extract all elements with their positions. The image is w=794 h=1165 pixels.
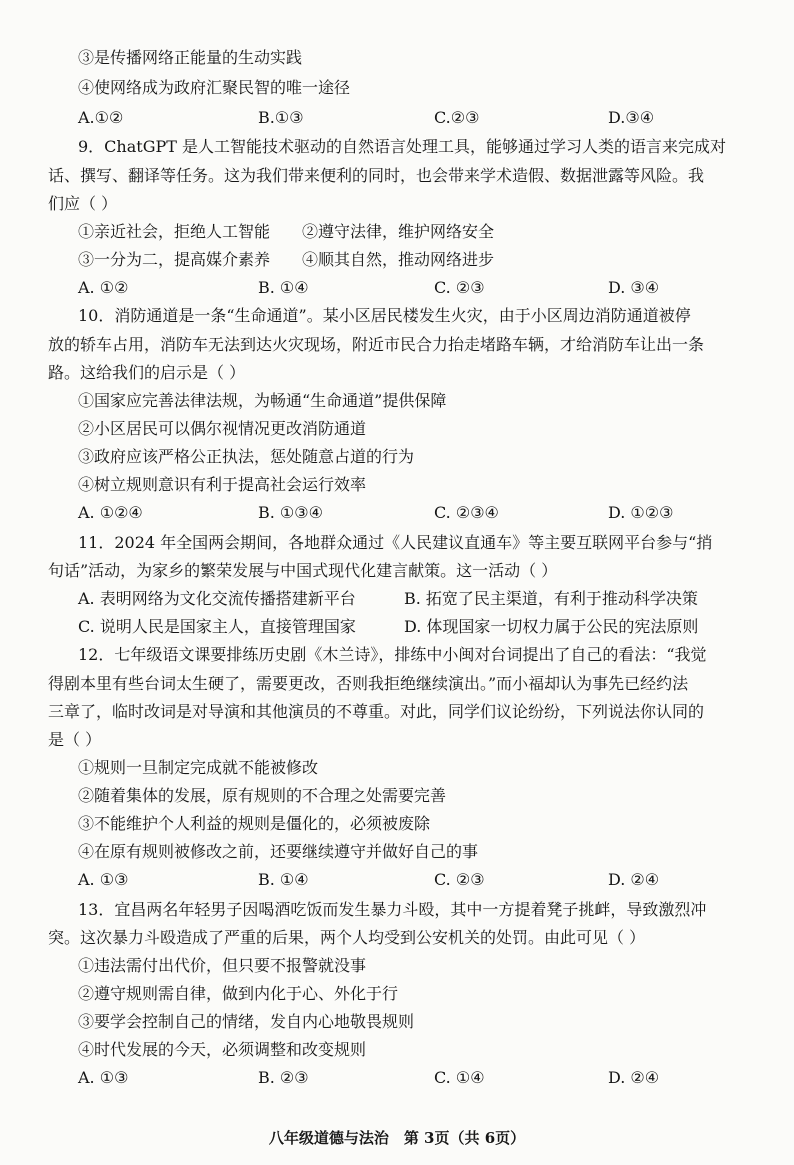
q9-choices-row-2: ③一分为二，提高媒介素养 ④顺其自然，推动网络进步 — [78, 250, 495, 269]
q12-stem-line-1: 12．七年级语文课要排练历史剧《木兰诗》，排练中小闽对台词提出了自己的看法：“我觉 — [78, 645, 707, 664]
q10-stem-line-2: 放的轿车占用，消防车无法到达火灾现场，附近市民合力抬走堵路车辆，才给消防车让出一条 — [48, 335, 705, 354]
q11-stem-line-1: 11．2024 年全国两会期间，各地群众通过《人民建议直通车》等主要互联网平台参与“捎 — [78, 533, 713, 552]
q8-option-b[interactable]: B.①③ — [258, 108, 304, 127]
q11-options-row-1 — [78, 589, 718, 609]
q10-choice-2: ②小区居民可以偶尔视情况更改消防通道 — [78, 419, 367, 438]
q8-choice-4: ④使网络成为政府汇聚民智的唯一途径 — [78, 78, 351, 97]
q11-option-c[interactable]: C. 说明人民是国家主人，直接管理国家 — [78, 617, 356, 636]
q12-choice-1: ①规则一旦制定完成就不能被修改 — [78, 758, 319, 777]
q10-stem-line-1: 10．消防通道是一条“生命通道”。某小区居民楼发生火灾，由于小区周边消防通道被停 — [78, 306, 691, 325]
q9-option-a[interactable]: A. ①② — [78, 278, 129, 297]
q10-stem-line-3: 路。这给我们的启示是（ ） — [48, 363, 246, 382]
q12-option-a[interactable]: A. ①③ — [78, 870, 129, 889]
q11-options-row-2 — [78, 617, 718, 637]
q10-option-d[interactable]: D. ①②③ — [608, 503, 674, 522]
q11-option-b[interactable]: B. 拓宽了民主渠道，有利于推动科学决策 — [404, 589, 698, 608]
q10-option-a[interactable]: A. ①②④ — [78, 503, 143, 522]
q13-choice-3: ③要学会控制自己的情绪，发自内心地敬畏规则 — [78, 1012, 415, 1031]
q12-stem-line-4: 是（ ） — [48, 730, 102, 749]
q8-option-d[interactable]: D.③④ — [608, 108, 655, 127]
q12-option-d[interactable]: D. ②④ — [608, 870, 660, 889]
page-footer: 八年级道德与法治 第 3页（共 6页） — [268, 1129, 526, 1147]
q13-choice-1: ①违法需付出代价，但只要不报警就没事 — [78, 956, 367, 975]
q13-option-c[interactable]: C. ①④ — [434, 1068, 485, 1087]
q12-options — [78, 870, 718, 890]
q9-option-c[interactable]: C. ②③ — [434, 278, 485, 297]
q13-choice-2: ②遵守规则需自律，做到内化于心、外化于行 — [78, 984, 399, 1003]
q12-choice-4: ④在原有规则被修改之前，还要继续遵守并做好自己的事 — [78, 842, 479, 861]
q9-options — [78, 278, 718, 298]
q10-option-b[interactable]: B. ①③④ — [258, 503, 323, 522]
q10-choice-4: ④树立规则意识有利于提高社会运行效率 — [78, 475, 367, 494]
q9-stem-line-1: 9．ChatGPT 是人工智能技术驱动的自然语言处理工具，能够通过学习人类的语言来完成对 — [78, 137, 727, 156]
q9-stem-line-2: 话、撰写、翻译等任务。这为我们带来便利的同时，也会带来学术造假、数据泄露等风险。我 — [48, 166, 705, 185]
q12-option-c[interactable]: C. ②③ — [434, 870, 485, 889]
q9-choices-row-1: ①亲近社会，拒绝人工智能 ②遵守法律，维护网络安全 — [78, 222, 495, 241]
q13-stem-line-2: 突。这次暴力斗殴造成了严重的后果，两个人均受到公安机关的处罚。由此可见（ ） — [48, 928, 646, 947]
q12-stem-line-3: 三章了，临时改词是对导演和其他演员的不尊重。对此，同学们议论纷纷，下列说法你认同的 — [48, 702, 705, 721]
q12-choice-2: ②随着集体的发展，原有规则的不合理之处需要完善 — [78, 786, 447, 805]
q11-option-d[interactable]: D. 体现国家一切权力属于公民的宪法原则 — [404, 617, 699, 636]
q9-option-d[interactable]: D. ③④ — [608, 278, 660, 297]
q13-stem-line-1: 13．宜昌两名年轻男子因喝酒吃饭而发生暴力斗殴，其中一方提着凳子挑衅，导致激烈冲 — [78, 900, 707, 919]
q8-options — [78, 108, 718, 128]
q13-choice-4: ④时代发展的今天，必须调整和改变规则 — [78, 1040, 367, 1059]
q10-choice-3: ③政府应该严格公正执法，惩处随意占道的行为 — [78, 447, 415, 466]
q10-choice-1: ①国家应完善法律法规，为畅通“生命通道”提供保障 — [78, 391, 447, 410]
q11-stem-line-2: 句话”活动，为家乡的繁荣发展与中国式现代化建言献策。这一活动（ ） — [48, 561, 558, 580]
q12-stem-line-2: 得剧本里有些台词太生硬了，需要更改，否则我拒绝继续演出。”而小福却认为事先已经约法 — [48, 674, 689, 693]
q8-choice-3: ③是传播网络正能量的生动实践 — [78, 48, 303, 67]
q12-choice-3: ③不能维护个人利益的规则是僵化的，必须被废除 — [78, 814, 431, 833]
q11-option-a[interactable]: A. 表明网络为文化交流传播搭建新平台 — [78, 589, 356, 608]
q13-option-d[interactable]: D. ②④ — [608, 1068, 660, 1087]
q8-option-c[interactable]: C.②③ — [434, 108, 480, 127]
q8-option-a[interactable]: A.①② — [78, 108, 124, 127]
q13-options — [78, 1068, 718, 1088]
q12-option-b[interactable]: B. ①④ — [258, 870, 309, 889]
q13-option-a[interactable]: A. ①③ — [78, 1068, 129, 1087]
q9-stem-line-3: 们应（ ） — [48, 194, 118, 213]
q13-option-b[interactable]: B. ②③ — [258, 1068, 309, 1087]
q9-option-b[interactable]: B. ①④ — [258, 278, 309, 297]
q10-option-c[interactable]: C. ②③④ — [434, 503, 499, 522]
q10-options — [78, 503, 718, 523]
